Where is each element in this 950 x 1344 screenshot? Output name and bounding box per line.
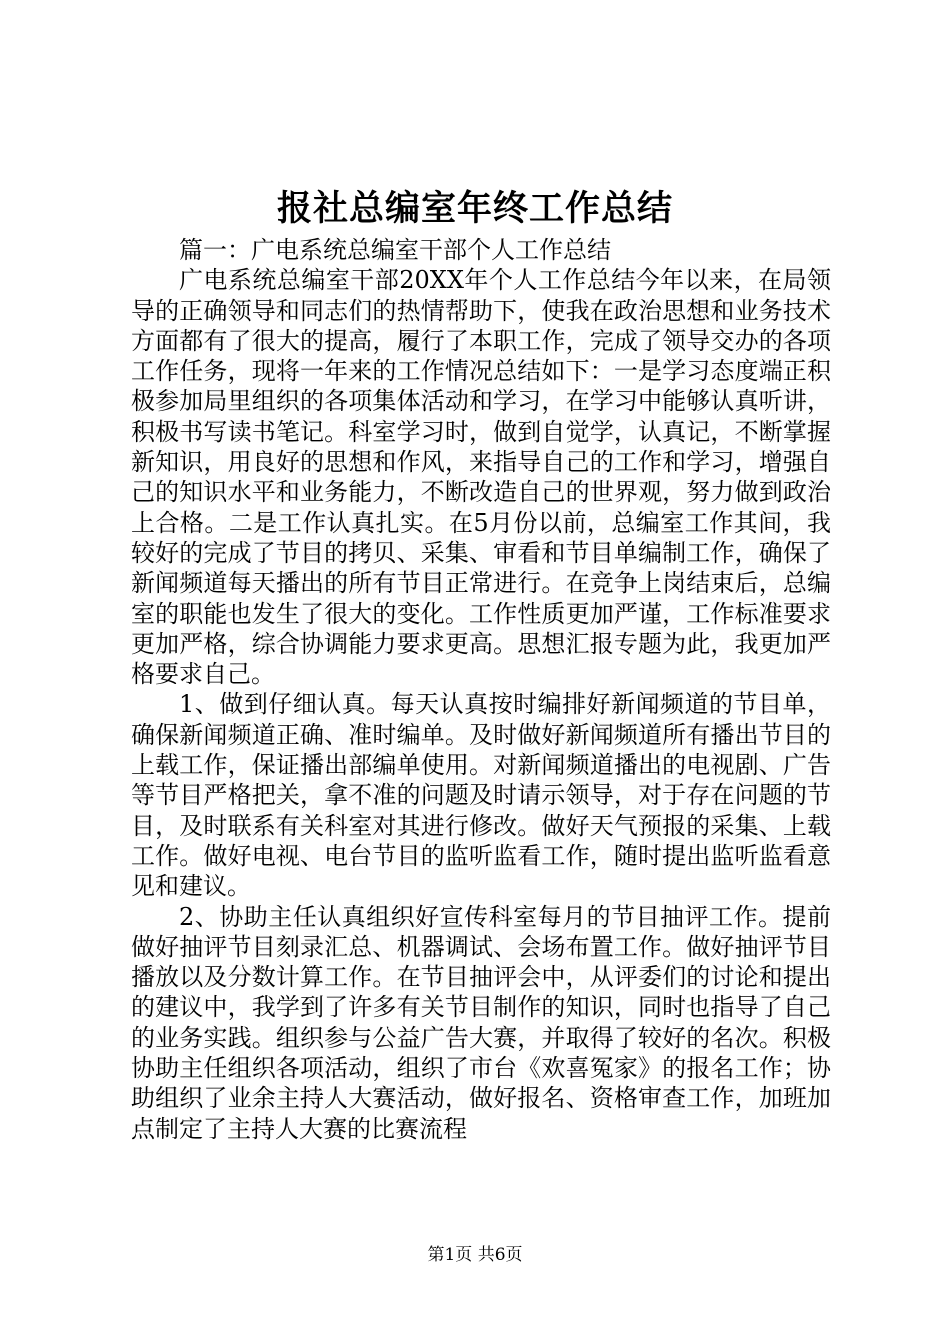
page-number-footer: 第1页 共6页 bbox=[427, 1245, 523, 1265]
section-heading: 篇一：广电系统总编室干部个人工作总结 bbox=[179, 236, 611, 264]
paragraph-item-2: 2、协助主任认真组织好宣传科室每月的节目抽评工作。提前做好抽评节目刻录汇总、机器调试、会场布置工作。做好抽评节目播放以及分数计算工作。在节目抽评会中，从评委们的讨论和提出的建议中，我学到了许多有关节目制作的知识，同时也指导了自己的业务实践。组织参与公益广告大赛，并取得了较好的名次。积极协助主任组织各项活动，组织了市台《欢喜冤家》的报名工作；协助组织了业余主持人大赛活动，做好报名、资格审查工作，加班加点制定了主持人大赛的比赛流程 bbox=[131, 902, 831, 1143]
paragraph-item-1: 1、做到仔细认真。每天认真按时编排好新闻频道的节目单，确保新闻频道正确、准时编单。及时做好新闻频道所有播出节目的上载工作，保证播出部编单使用。对新闻频道播出的电视剧、广告等节目严格把关，拿不准的问题及时请示领导，对于存在问题的节目，及时联系有关科室对其进行修改。做好天气预报的采集、上载工作。做好电视、电台节目的监听监看工作，随时提出监听监看意见和建议。 bbox=[131, 690, 831, 901]
document-body bbox=[131, 235, 831, 1144]
document-title: 报社总编室年终工作总结 bbox=[276, 188, 673, 229]
paragraph-intro: 广电系统总编室干部20XX年个人工作总结今年以来，在局领导的正确领导和同志们的热情帮助下，使我在政治思想和业务技术方面都有了很大的提高，履行了本职工作，完成了领导交办的各项工作任务，现将一年来的工作情况总结如下：一是学习态度端正积极参加局里组织的各项集体活动和学习，在学习中能够认真听讲，积极书写读书笔记。科室学习时，做到自觉学，认真记，不断掌握新知识，用良好的思想和作风，来指导自己的工作和学习，增强自己的知识水平和业务能力，不断改造自己的世界观，努力做到政治上合格。二是工作认真扎实。在5月份以前，总编室工作其间，我较好的完成了节目的拷贝、采集、审看和节目单编制工作，确保了新闻频道每天播出的所有节目正常进行。在竞争上岗结束后，总编室的职能也发生了很大的变化。工作性质更加严谨，工作标准要求更加严格，综合协调能力要求更高。思想汇报专题为此，我更加严格要求自己。 bbox=[131, 266, 831, 689]
